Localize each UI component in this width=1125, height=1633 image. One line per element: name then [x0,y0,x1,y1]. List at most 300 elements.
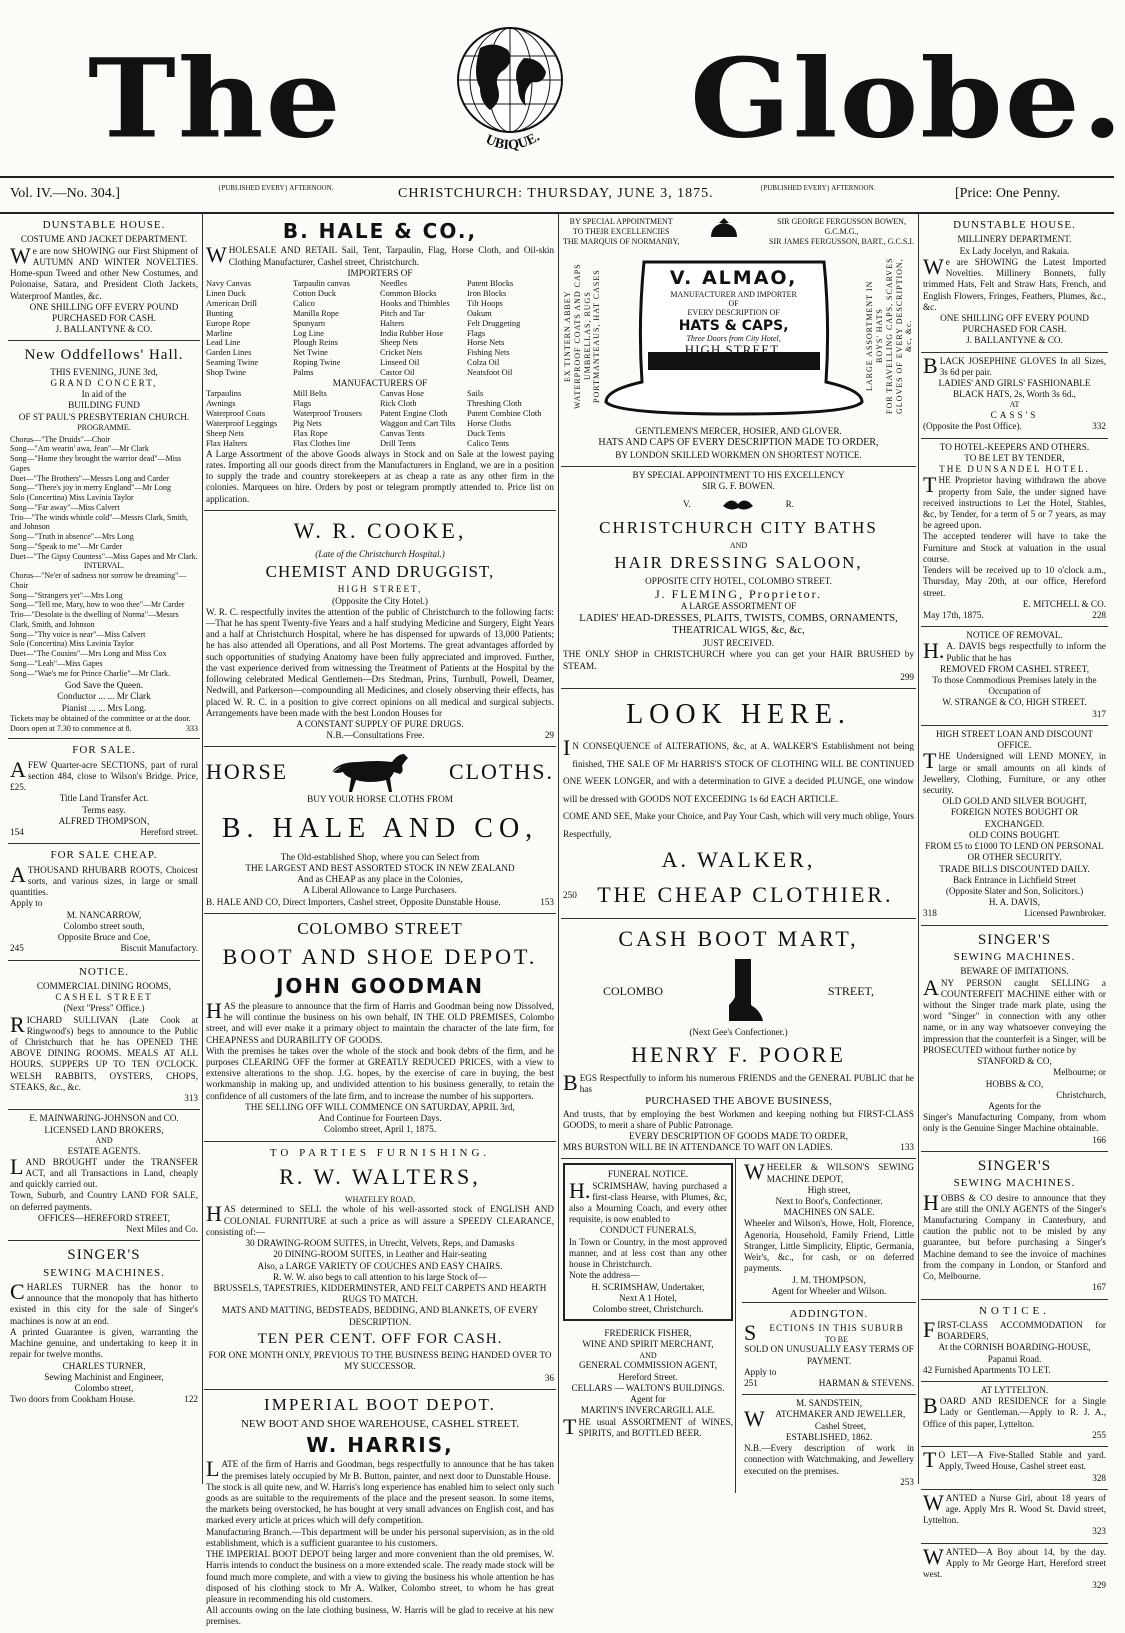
ad-line: LARGE ASSORTMENT IN [865,281,875,392]
ad-number: 313 [184,1093,198,1104]
list-item: Duet—"The Cousins"—Mrs Long and Miss Cox [10,649,167,659]
ad-number: 153 [540,896,554,907]
goods-item: Waterproof Trousers [293,409,362,419]
ad-body: THE Undersigned will LEND MONEY, in large or small amounts on all kinds of Jewellery, Clothing, Furniture, or any other security. [923,748,1106,795]
goods-item: Sails [467,389,484,399]
list-item: Solo (Concertina) Miss Lavinia Taylor [10,639,134,649]
ad-body: THE IMPERIAL BOOT DEPOT being larger and more convenient than the old premises, W. Harris intends to conduct the business on a more extended scale. The ready made stock will be found much more complete, and with a view to giving the business his whole attention he has disposed of his clothing stock to Mr A. Walker, Colombo street, to whom he has great pleasure in recommending his old customers. [206,1549,554,1604]
ad-title: CHRISTCHURCH CITY BATHS [599,518,878,538]
ad-body: And trusts, that by employing the best Workmen and keeping nothing but FIRST-CLASS GOODS, to merit a share of Public Patronage. [563,1108,914,1130]
ad-line: GENERAL COMMISSION AGENT, [578,1360,718,1371]
ad-number: 255 [1092,1429,1106,1440]
ad-footer [923,421,1106,432]
ad-line: Back Entrance in Lichfield Street [953,874,1076,885]
ad-stable-to-let [921,1447,1108,1490]
goods-item: Mill Belts [293,389,327,399]
ad-line: Hereford street. [140,827,198,838]
ad-body: BLACK JOSEPHINE GLOVES In all Sizes, 3s 6d per pair. [923,352,1106,378]
ad-line: MARTIN'S INVERCARGILL ALE. [580,1405,716,1416]
list-item: Song—"Thy voice is near"—Miss Calvert [10,629,146,639]
ad-number: 133 [900,1142,914,1153]
ad-line: And as CHEAP as any place in the Colonies, [297,874,463,885]
ad-line: LADIES' HEAD-DRESSES, PLAITS, TWISTS, COMBS, ORNAMENTS, THEATRICAL WIGS, &c, &c, [579,612,898,637]
goods-item: Navy Canvas [206,279,251,289]
ad-line: AND [639,1350,657,1360]
ad-look-here [561,689,916,919]
ad-line: Colombo street south, [63,920,145,931]
column-rule [202,214,203,1484]
list-item: R. W. W. also begs to call attention to his large Stock of— [273,1271,487,1282]
side-text-right [865,246,914,426]
ad-title: HORSE [206,759,289,785]
ad-addington [742,1303,916,1395]
goods-item: Lead Line [206,338,241,348]
goods-item: Iron Blocks [467,288,507,298]
ad-footer [923,1365,1106,1376]
ad-line: REMOVED FROM CASHEL STREET, [939,663,1090,674]
ad-line: Three Doors from City Hotel, [686,333,781,343]
ad-line: COLOMBO [603,984,664,999]
goods-item: Needles [380,279,407,289]
ad-body: BOARD AND RESIDENCE for a Single Lady or Gentleman.—Apply to R. J. A., Office of this paper, Lyttelton. [923,1393,1106,1429]
goods-item: Palms [293,368,314,378]
ad-signature: H. SCRIMSHAW, Undertaker, [591,1281,705,1292]
list-item: Song—"Wae's me for Prince Charlie"—Mr Clark. [10,668,171,678]
ad-dunstable-millinery [921,214,1108,353]
ad-signature: H. A. DAVIS, [988,897,1041,908]
ad-number: 328 [1092,1472,1106,1483]
goods-item: Linen Duck [206,288,246,298]
goods-item: Manilla Rope [293,308,339,318]
ad-line: High street, [807,1184,851,1195]
ad-line: UMBRELLAS, RUGS [582,291,592,381]
ad-number: 29 [544,730,554,741]
ad-number: 228 [1092,609,1106,620]
ad-line: Opposite Bruce and Coe, [57,932,151,943]
ad-line: Melbourne; or [1053,1067,1106,1078]
ad-title: SEWING MACHINES. [953,950,1076,963]
ad-for-sale [8,739,200,844]
list-item: Song—"Home they brought the warrior dead"—Miss Gapes [10,454,182,473]
ad-title: SEWING MACHINES. [43,1266,165,1279]
ad-line: Cashel Street, [814,1420,866,1431]
ad-number: 299 [900,671,914,682]
ad-line: Title Land Transfer Act. [59,793,149,804]
goods-item: Shop Twine [206,368,246,378]
ad-number: 36 [544,1372,554,1383]
ad-walters-furniture [204,1142,556,1390]
ad-line: HIGH STREET, [684,341,783,357]
ad-line: May 17th, 1875. [923,609,984,620]
ad-dunsandel-hotel [921,439,1108,628]
ad-line: Agents for the [988,1100,1041,1111]
ad-line: Tickets may be obtained of the committee or at the door. [10,713,191,723]
hat-text [644,268,824,380]
ad-line: THE DUNSANDEL HOTEL. [939,464,1090,475]
ad-number: 122 [184,1394,198,1405]
goods-item: Flax Clothes line [293,438,351,448]
ad-subtitle: IMPORTERS OF [347,267,413,278]
goods-item: Drill Tents [380,438,416,448]
goods-item: Tarpaulins [206,389,242,399]
ad-dining-rooms [8,961,200,1111]
ad-subtitle: COSTUME AND JACKET DEPARTMENT. [20,234,188,245]
ad-line: Conductor ... ... Mr Clark [57,691,151,702]
right-stack [735,1159,916,1493]
goods-item: Waggon and Cart Tilts [380,419,456,429]
ad-singer-turner [8,1241,200,1410]
ad-funeral-notice [563,1163,733,1321]
ad-line: Sewing Machinist and Engineer, [44,1371,164,1382]
ad-signature: J. M. THOMPSON, [792,1274,866,1285]
ad-line: FROM £5 to £1000 TO LEND ON PERSONAL OR OTHER SECURITY. [925,841,1104,863]
ad-title: NOTICE OF REMOVAL. [966,630,1063,641]
goods-item: Cricket Nets [380,348,423,358]
ad-line: Next A 1 Hotel, [619,1292,677,1303]
ad-line: E. MAINWARING-JOHNSON and CO. [29,1113,179,1124]
goods-item: Log Line [293,328,324,338]
ad-title: DUNSTABLE HOUSE. [953,219,1076,231]
ad-line: A Large and Choice Stock of Goods always on hand. [648,371,819,381]
goods-item: Waterproof Coats [206,409,266,419]
goods-item: Seaming Twine [206,358,259,368]
ad-body: CHARLES TURNER has the honor to announce that the monopoly that has hitherto existed in this city for the sale of Singer's machines is now at an end. [10,1278,198,1326]
ad-oddfellows-concert [8,341,200,739]
goods-item: Felt Druggeting [467,318,521,328]
ad-line: BLACK HATS, 2s, Worth 3s 6d., [953,389,1076,400]
ad-body: ATHOUSAND RHUBARB ROOTS, Choicest sorts, and various sizes, in large or small quantities. [10,861,198,898]
ad-body: SECTIONS IN THIS SUBURB [744,1320,904,1346]
boot-icon [725,957,765,1027]
ad-body: FIRST-CLASS ACCOMMODATION for BOARDERS, [923,1316,1106,1342]
ad-footer [206,897,554,908]
ad-line: (Opposite the Post Office). [923,421,1022,432]
ad-line: BY SPECIAL APPOINTMENT [569,217,673,226]
goods-item: Sheep Nets [380,338,418,348]
ad-line: MRS BURSTON WILL BE IN ATTENDANCE TO WAIT ON LADIES. [563,1142,833,1153]
side-text-left [563,246,602,426]
ad-line: LICENSED LAND BROKERS, [44,1124,164,1135]
ad-title: SINGER'S [977,1157,1052,1174]
ad-number: 332 [1092,421,1106,432]
goods-item: Marline [206,328,233,338]
ad-header [563,957,914,1027]
ad-line: AND [729,541,748,551]
ad-line: OF [728,299,739,309]
ad-number: 167 [1092,1282,1106,1293]
ad-line: Next Miles and Co. [126,1224,198,1235]
ad-body: COME AND SEE, Make your Choice, and Pay Your Cash, which will very much oblige, Yours Respectfully, [563,811,914,839]
column-rule [558,214,559,1484]
ad-line: EVERY DESCRIPTION OF [687,308,780,318]
ad-line: STANFORD & CO, [977,1056,1052,1067]
ad-body: WATCHMAKER AND JEWELLER, [744,1406,906,1432]
ad-body: LATE of the firm of Harris and Goodman, begs respectfully to announce that he has taken the premises lately occupied by Mr B. Button, painter, and next door to Dunstable House. [206,1456,554,1482]
ad-fisher-wine [561,1325,735,1444]
ad-line: HATS AND CAPS OF EVERY DESCRIPTION MADE TO ORDER, [598,437,879,449]
ad-line: (Next Gee's Confectioner.) [689,1026,788,1037]
ad-title: SEWING MACHINES. [953,1177,1076,1190]
ad-body: W. R. C. respectfully invites the attention of the public of Christchurch to the following facts:—That he has spent Twenty-five Years and a half studying Medicine and Surgery, Eight Years and a half at Christchurch Hospital, where he has dispensed for upwards of 13,000 Patients; he has also attended all Operations, and all Post Mortems. The great advantages afforded by such opportunities of studying Anatomy have been fully appreciated and improved. Further, the vast experience derived from witnessing the Treatment of Patients at the Hospital by the following celebrated Medical Gentlemen—Drs Stedman, Prins, Turnbull, Powell, Deamer, Nedwill, and Parkerson—compounding all Medicines, and closely observing their effects, has placed W. R. C. in a position to give correct opinions on all medical and surgical subjects. Arrangements have been made with the best London Houses for [206,606,554,718]
goods-item: Flax Halters [206,438,248,448]
ad-body: Manufacturing Branch.—This department will be under his personal supervision, as in the old establishment, which is a sufficient guarantee to his customers. [206,1526,554,1548]
ad-line: FOREIGN NOTES BOUGHT OR EXCHANGED. [950,807,1079,829]
goods-item: Bunting [206,308,233,318]
list-item: Chorus—"Ne'er of sadness nor sorrow be dreaming"—Choir [10,571,187,590]
ad-title: TEN PER CENT. OFF FOR CASH. [257,1330,503,1347]
ad-line: CASS'S [990,410,1039,421]
masthead [0,0,1125,176]
royal-crest-icon [721,492,755,516]
ad-body: We are SHOWING the Latest Imported Novelties. Millinery Bonnets, fully trimmed Hats, Felt and Straw Hats, French, and English Flowers, Fringes, Feathers, Plumes, &c., &c. [923,253,1106,312]
ad-line: G.C.M.G., [824,226,859,236]
ad-line: THIS EVENING, JUNE 3rd, [50,366,158,377]
ad-body: N.B.—Every description of work in connection with Watchmaking, and Jewellery executed on the premises. [744,1443,914,1476]
goods-item: Colza Oil [467,358,500,368]
ad-line: Biscuit Manufactory. [120,943,198,954]
ad-title: HENRY F. POORE [631,1041,846,1067]
ad-boy-wanted [921,1544,1108,1597]
ad-line: (Opposite Slater and Son, Solicitors.) [945,885,1084,896]
ad-line: PORTMANTEAUS, HAT CASES [592,269,602,404]
goods-item: Waterproof Leggings [206,419,278,429]
ad-line: MACHINES ON SALE. [783,1207,875,1218]
ad-line: COMMERCIAL DINING ROOMS, [36,980,172,991]
ad-line: To those Commodious Premises lately in the Occupation of [932,675,1097,697]
ad-line: R. [785,498,794,509]
ad-line: SIR G. F. BOWEN. [702,481,775,492]
goods-item: Hooks and Thimbles [380,298,450,308]
ad-line: ESTABLISHED, 1862. [785,1431,873,1442]
ad-line: STREET, [827,984,874,999]
ad-line: OFFICES—HEREFORD STREET, [37,1212,171,1223]
ad-title: NOTICE. [78,965,130,978]
ad-title: FREDERICK FISHER, [604,1328,692,1339]
list-item: Trio—"The winds whistle cold"—Messrs Clark, Smith, and Johnson [10,512,189,532]
ad-line: WINE AND SPIRIT MERCHANT, [582,1339,714,1350]
ad-line: OPPOSITE CITY HOTEL, COLOMBO STREET. [645,575,832,586]
ad-line: BOYS' HATS [875,308,884,364]
ad-line: LADIES' AND GIRLS' FASHIONABLE [938,378,1091,389]
ad-number: 318 [923,908,937,919]
ad-line: BUY YOUR HORSE CLOTHS FROM [307,794,453,805]
goods-item: Halters [380,318,405,328]
ad-line: Colombo street, April 1, 1875. [323,1124,437,1135]
programme-list [10,435,198,679]
ad-line: And Continue for Fourteen Days. [318,1113,442,1124]
ad-singer-hobbs [921,1152,1108,1300]
list-item: Song—"Am wearin' awa, Jean"—Mr Clark [10,444,149,454]
ad-line: PURCHASED THE ABOVE BUSINESS, [645,1095,832,1108]
ad-line: SIR JAMES FERGUSSON, BART., G.C.S.I. [769,236,914,246]
ad-body: TO LET—A Five-Stalled Stable and yard. Apply, Tweed House, Cashel street east. [923,1447,1106,1473]
ad-body: IN CONSEQUENCE of ALTERATIONS, &c, at A. WALKER'S Establishment not being finished, THE SALE OF Mr HARRIS'S STOCK OF CLOTHING WILL BE CONTINUED ONE WEEK LONGER, and with a determination to GIVE a decided PLUNGE, one window will be dressed with GOODS NOT EXCEEDING 1s 6d EACH ARTICLE. [563,735,914,804]
ad-line: WATERPROOF COATS AND CAPS [572,263,582,410]
ad-body: WHEELER & WILSON'S SEWING MACHINE DEPOT, [744,1159,914,1185]
ad-line: ONE SHILLING OFF EVERY POUND [29,301,179,312]
ad-title: TO PARTIES FURNISHING. [269,1146,491,1159]
ad-title: NOTICE. [978,1304,1051,1317]
goods-item: Flax Rope [293,428,328,438]
ad-signature: J. BALLANTYNE & CO. [55,324,153,335]
ad-title: AT LYTTELTON. [980,1385,1049,1395]
ad-title: COLOMBO STREET [297,918,463,938]
goods-item: Castor Oil [380,368,415,378]
ad-subtitle: NEW BOOT AND SHOE WAREHOUSE, CASHEL STREET. [240,1417,520,1430]
ad-body: THE ONLY SHOP in CHRISTCHURCH where you can get your HAIR BRUSHED by STEAM. [563,649,914,671]
ad-line: ALFRED THOMPSON, [58,815,150,826]
ad-loan-office [921,726,1108,926]
title-right: Globe. [690,34,1125,163]
ad-body: The stock is all quite new, and W. Harris's long experience has enabled him to select only such goods as are suitable to the requirements of the place and the present season. In some items, the markets being overstocked, he has bought at very small advances on English cost, and has marked every article at prices which will defy competition. [206,1481,554,1526]
ad-line: A Liberal Allowance to Large Purchasers. [303,885,457,896]
ad-footer [563,1142,914,1153]
ad-land-brokers [8,1110,200,1241]
list-item: Solo (Concertina) Miss Lavinia Taylor [10,493,134,503]
ad-line: CELLARS — WALTON'S BUILDINGS. [571,1382,725,1393]
ad-body: H.A. DAVIS begs respectfully to inform the Public that he has [923,638,1106,664]
ad-colombo-boot-depot [204,914,556,1142]
ad-title: B. HALE AND CO, [221,812,539,844]
ad-line: HARMAN & STEVENS. [818,1378,914,1389]
ad-body: ANY PERSON caught SELLING a COUNTERFEIT MACHINE either with or without the Singer trade mark plate, using the word "Singer" in connection with any other name, or in any way whatsoever conveying the impression that the counterfeit is a Singer, will be PROSECUTED without further notice by [923,974,1106,1055]
goods-item: Rick Cloth [380,399,417,409]
goods-item: Canvas Tents [380,428,425,438]
list-item: 20 DINING-ROOM SUITES, in Leather and Hair-seating [273,1249,487,1260]
ad-body: With the premises he takes over the whole of the stock and book debts of the firm, and he purposes CLEARING OFF the former at GREATLY REDUCED PRICES, with a view to extensive alterations to the shop. J.G. hopes, by the exercise of care in buying, the best workmanship in making up, and undivided attention to his business generally, to retain the confidence of all customers of the late firm, and to increase the number of his supporters. [206,1045,554,1101]
list-item: Song—"Far away"—Miss Calvert [10,502,120,512]
ad-title: FOR SALE. [72,744,136,757]
goods-item: Pitch and Tar [380,308,425,318]
goods-item: Oakum [467,308,492,318]
ad-body: HAS determined to SELL the whole of his well-assorted stock of ENGLISH AND COLONIAL FURNITURE at such a price as will assure a SPEEDY CLEARANCE, consisting of:— [206,1201,554,1237]
ad-footer [923,908,1106,919]
ad-signature: CHARLES TURNER, [62,1360,146,1371]
ad-line: TO THEIR EXCELLENCIES [572,226,670,236]
ad-body: All accounts owing on the late clothing business, W. Harris will be glad to receive at his new premises. [206,1605,554,1627]
column-rule [918,214,919,1484]
goods-item: Calico Tents [467,438,509,448]
ad-footer [744,1378,914,1389]
goods-item: Flags [293,399,312,409]
ad-line: ONE SHILLING OFF EVERY POUND PURCHASED FOR CASH. [940,312,1089,335]
goods-item: Pig Nets [293,419,322,429]
ad-title: R. W. WALTERS, [279,1163,481,1189]
royal-crest-icon [707,217,741,241]
list-item: Duet—"The Brothers"—Messrs Long and Carder [10,473,169,483]
goods-item: Horse Nets [467,338,505,348]
ad-line: God Save the Queen. [64,680,144,691]
ad-title: W. R. COOKE, [293,517,467,543]
list-item: BRUSSELS, TAPESTRIES, KIDDERMINSTER, AND FELT CARPETS AND HEARTH RUGS TO MATCH. [213,1283,547,1305]
ad-line: CHRISTCHURCH. [701,357,766,367]
ad-signature: J. BALLANTYNE & CO. [966,335,1063,346]
ad-body: HOBBS & CO desire to announce that they are still the ONLY AGENTS of the Singer's Manufacturing Company in Canterbury, and caution the public not to be misled by any guarantee, but before purchasing a Singer's Machine demand to see the invoice of machines from the company in London, or Stanford and Co, Melbourne. [923,1189,1106,1282]
title-left: The [88,34,343,163]
ad-line: Note the address— [569,1270,640,1281]
ad-line: Agent for [630,1394,666,1405]
ad-body: WANTED—A Boy about 14, by the day. Apply to Mr George Hart, Hereford street west. [923,1543,1106,1580]
ad-title: SINGER'S [67,1247,141,1264]
ad-line: GENTLEMEN'S MERCER, HOSIER, AND GLOVER. [635,426,842,437]
goods-item: Plough Reins [293,338,338,348]
ad-signature: E. MITCHELL & CO. [1022,598,1106,609]
ad-title: SINGER'S [977,931,1052,948]
ad-body: AFEW Quarter-acre SECTIONS, part of rural section 484, close to Wilson's Bridge. Price, £25. [10,756,198,793]
goods-item: Net Twine [293,348,328,358]
ad-imperial-boot-depot [204,1390,556,1633]
ad-line: OLD GOLD AND SILVER BOUGHT, [942,796,1087,807]
ad-title: DUNSTABLE HOUSE. [42,219,166,231]
ad-title: BOOT AND SHOE DEPOT. [222,943,538,969]
ad-line: J. FLEMING, Proprietor. [655,586,822,601]
goods-item: American Drill [206,298,257,308]
list-item: 30 DRAWING-ROOM SUITES, in Utrecht, Velvets, Reps, and Damasks [245,1238,515,1249]
ad-title: TO HOTEL-KEEPERS AND OTHERS. [939,441,1090,452]
ad-notice-of-removal [921,627,1108,726]
goods-item: Calico [293,298,315,308]
goods-item: Cotton Duck [293,288,337,298]
goods-item: Common Blocks [380,288,437,298]
ad-line: A LARGE ASSORTMENT OF [680,601,797,612]
column-3 [561,214,916,1487]
ad-line: The Old-established Shop, where you can Select from [280,851,480,862]
ad-body: Tenders will be received up to 10 o'clock a.m., Thursday, May 20th, at our office, Hereford street. [923,565,1106,598]
ad-hale-sails [204,214,556,511]
ad-line: WHATELEY ROAD, [345,1194,415,1204]
volume-number: Vol. IV.—No. 304.] [10,186,120,201]
ad-body: THE Proprietor having withdrawn the above property from Sale, the under signed have received instructions to Let the Hotel, Stables, &c, by Tender, for a term of 5 or 7 years, as may be agreed upon. [923,472,1106,531]
ad-line: GRAND CONCERT, [50,377,158,388]
ad-footer [206,730,554,741]
ad-title: THE CHEAP CLOTHIER. [597,881,894,907]
ad-title: CLOTHS. [448,759,554,785]
ad-boarding-house [921,1300,1108,1383]
ad-line: Doors open at 7.30 to commence at 8. [10,723,132,733]
ad-line: PURCHASED FOR CASH. [52,312,156,323]
ad-number: 329 [1092,1580,1106,1591]
column-4 [921,214,1108,1591]
ad-line: Christchurch, [1056,1089,1106,1100]
ad-subtitle: MANUFACTURERS OF [332,378,428,389]
ad-number: 251 [744,1378,758,1389]
ad-line: MANUFACTURER AND IMPORTER [670,290,797,300]
ad-line: Hereford Street. [618,1371,678,1382]
ad-title: W. HARRIS, [306,1432,454,1457]
ad-line: JUST RECEIVED. [703,638,774,649]
ad-title: New Oddfellows' Hall. [24,347,184,364]
goods-item: Duck Tents [467,428,506,438]
ad-body: Singer's Manufacturing Company, from whom only is the Genuine Singer Machine obtainable. [923,1112,1106,1134]
ad-subtitle: (Late of the Christchurch Hospital.) [315,548,445,559]
ad-title: HIGH STREET LOAN AND DISCOUNT OFFICE. [935,728,1094,751]
small-ads-row [561,1159,916,1493]
ad-line: BY SPECIAL APPOINTMENT TO HIS EXCELLENCY [632,469,845,480]
ad-footer [923,610,1106,621]
ad-body: Wheeler and Wilson's, Howe, Holt, Florence, Agenoria, Household, Family Friend, Little Stranger, Little Simplicity, Eliptic, Germania, Weir's, &c., for cash, or on deferred payments. [744,1218,914,1274]
ad-dunstable-costume [8,214,200,341]
ad-title: CHEMIST AND DRUGGIST, [265,561,495,581]
ad-body: RICHARD SULLIVAN (Late Cook at Ringwood's) begs to announce to the Public of Christchurch that he has OPENED THE ABOVE DINING ROOMS. MEALS AT ALL HOURS. SUPPERS UP TO TEN O'CLOCK. WELSH RABBITS, OYSTERS, CHOPS, STEAKS, &c., &c. [10,1011,198,1092]
ad-title: CASH BOOT MART, [618,925,859,951]
ad-line: BEWARE OF IMITATIONS. [960,966,1069,977]
goods-item: Patent Combine Cloth [467,409,542,419]
ad-body: LAND BROUGHT under the TRANSFER ACT, and all Transactions in Land, cheaply and quickly carried out. [10,1153,198,1190]
ad-line: At the CORNISH BOARDING-HOUSE, [938,1342,1091,1353]
ad-number: 250 [563,889,577,900]
ad-number: 166 [1092,1134,1106,1145]
ad-line: Apply to [744,1366,777,1377]
